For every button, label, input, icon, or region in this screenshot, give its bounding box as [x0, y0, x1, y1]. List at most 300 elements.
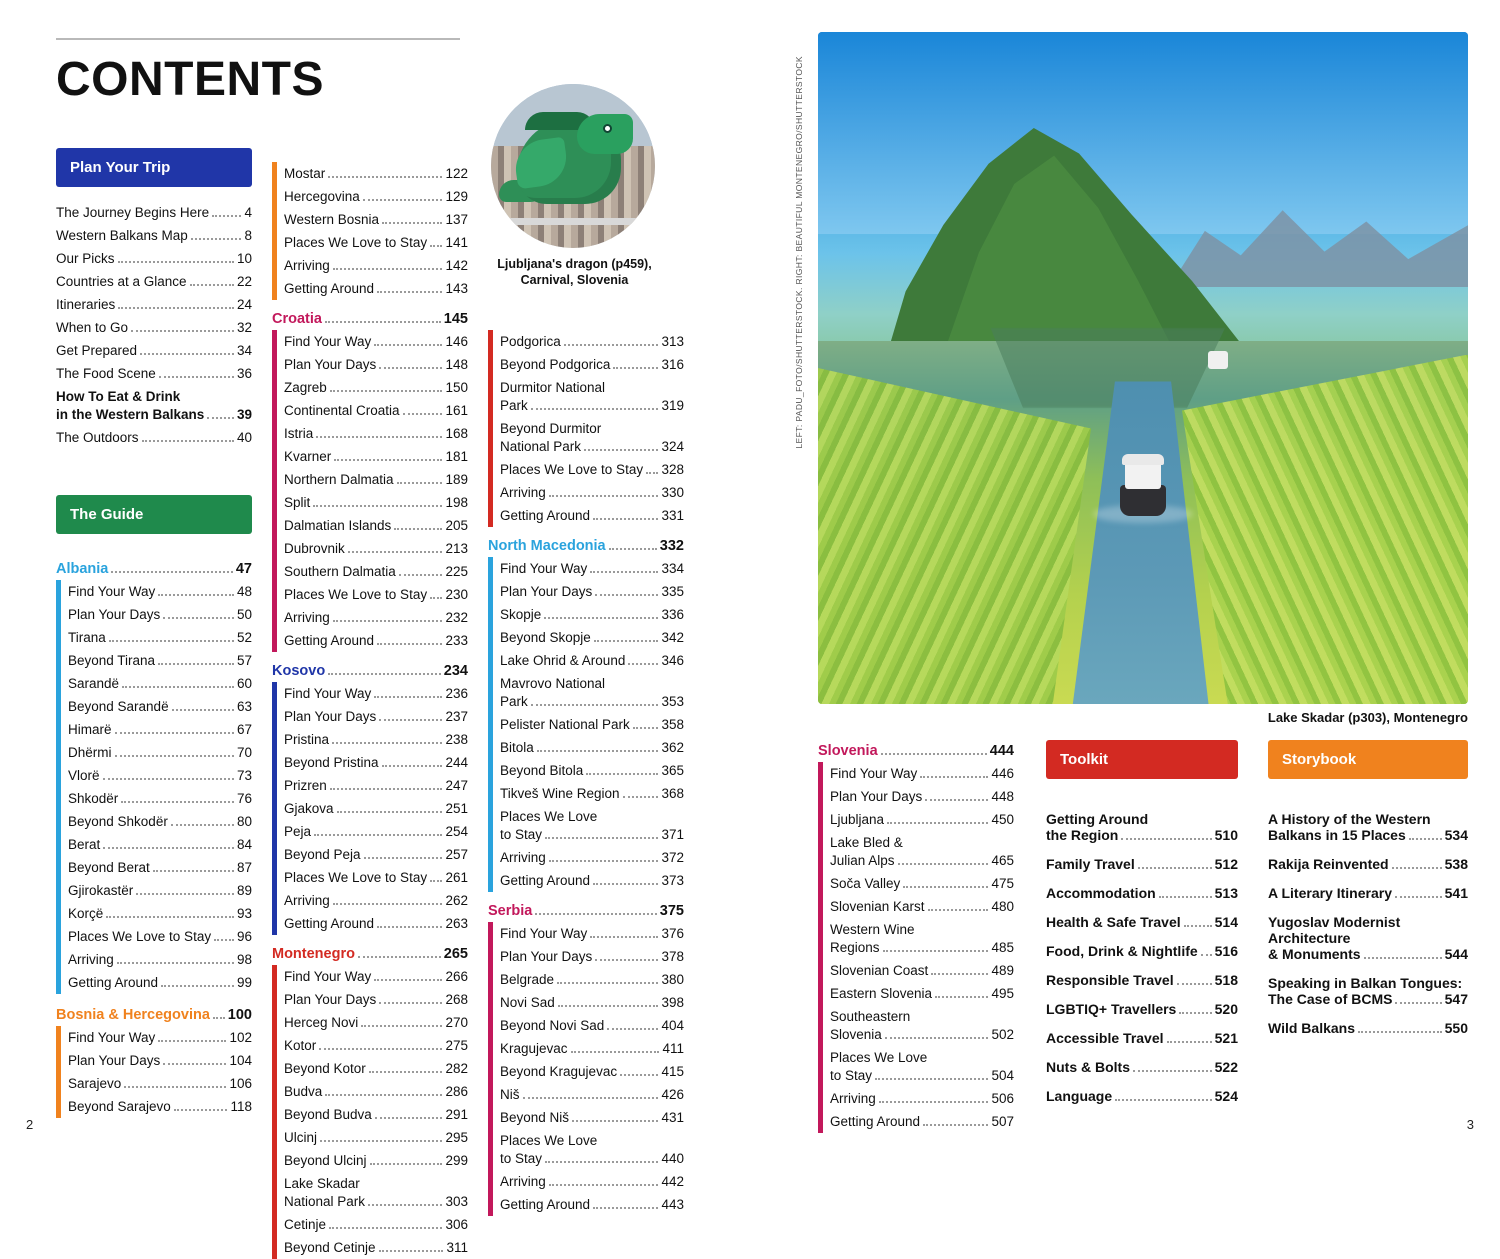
toc-entry-label: Places We Love to Stay [284, 869, 428, 885]
toc-entry-page: 404 [661, 1017, 684, 1033]
toc-entry-page: 342 [661, 629, 684, 645]
leader-dots [379, 997, 442, 1004]
toc-entry-label: Arriving [830, 1090, 876, 1106]
toc-entry-label: Dalmatian Islands [284, 517, 392, 533]
photo-credit: LEFT: PADU_FOTO/SHUTTERSTOCK. RIGHT: BEAUTIFUL MONTENEGRO/SHUTTERSTOCK [794, 56, 804, 449]
toc-entry-label: When to Go [56, 319, 129, 335]
toc-entry[interactable] [284, 629, 468, 652]
country-heading[interactable] [272, 660, 468, 682]
country-color-bar [56, 580, 61, 994]
leader-dots [382, 217, 442, 224]
toc-entry[interactable] [830, 918, 1014, 959]
toc-entry[interactable] [284, 422, 468, 445]
toc-entry-page: 148 [445, 356, 468, 372]
country-heading[interactable] [488, 535, 684, 557]
toc-entry-label: Find Your Way [500, 925, 588, 941]
leader-dots [558, 1000, 659, 1007]
toc-entry[interactable] [284, 162, 468, 185]
toc-entry[interactable] [830, 1087, 1014, 1110]
toc-entry-page: 480 [991, 898, 1014, 914]
section-header-plan-your-trip: Plan Your Trip [56, 148, 252, 187]
toc-entry-label: Getting Around [284, 280, 375, 296]
leader-dots [920, 771, 988, 778]
toc-entry[interactable] [56, 224, 252, 247]
toc-entry-page: 353 [661, 693, 684, 709]
toc-entry-label: Mostar [284, 165, 326, 181]
toc-entry[interactable] [500, 945, 684, 968]
leader-dots [1159, 891, 1212, 898]
leader-dots [319, 1043, 442, 1050]
toc-entry[interactable] [1046, 908, 1238, 937]
toc-entry[interactable] [1046, 1024, 1238, 1053]
toc-entry-page: 60 [236, 675, 252, 691]
toc-entry-page: 373 [661, 872, 684, 888]
toc-entry-label: Beyond Ulcinj [284, 1152, 367, 1168]
toc-entry-label: Beyond Peja [284, 846, 361, 862]
toc-entry[interactable] [284, 866, 468, 889]
leader-dots [325, 316, 441, 323]
toc-entry-label: Slovenian Coast [830, 962, 929, 978]
toc-entry[interactable] [284, 965, 468, 988]
toc-entry[interactable] [830, 895, 1014, 918]
toc-entry-label: Speaking in Balkan Tongues: [1268, 975, 1463, 991]
country-color-bar [272, 682, 277, 935]
toc-entry-label: The Journey Begins Here [56, 204, 210, 220]
toc-entry[interactable] [500, 968, 684, 991]
toc-entry-label: Getting Around [500, 1196, 591, 1212]
toc-entry[interactable] [500, 1106, 684, 1129]
toc-entry-page: 303 [445, 1193, 468, 1209]
country-page: 444 [989, 743, 1014, 759]
toc-entry-page: 376 [661, 925, 684, 941]
toc-entry[interactable] [500, 1170, 684, 1193]
section-header-toolkit: Toolkit [1046, 740, 1238, 779]
toc-entry[interactable] [68, 1026, 252, 1049]
toc-entry-label: Hercegovina [284, 188, 360, 204]
toc-entry[interactable] [68, 879, 252, 902]
toc-entry-label: Getting Around [68, 974, 159, 990]
leader-dots [379, 714, 442, 721]
toc-entry-label: Beyond Sarandë [68, 698, 169, 714]
toc-entry[interactable] [284, 330, 468, 353]
toc-entry[interactable] [284, 1172, 468, 1213]
toc-entry[interactable] [284, 682, 468, 705]
toc-entry[interactable] [284, 399, 468, 422]
leader-dots [586, 768, 658, 775]
leader-dots [1179, 1007, 1211, 1014]
leader-dots [136, 888, 234, 895]
country-heading[interactable] [488, 900, 684, 922]
folio-right: 3 [1466, 1117, 1474, 1132]
toc-entry[interactable] [1046, 937, 1238, 966]
toc-entry[interactable] [284, 728, 468, 751]
leader-dots [328, 668, 441, 675]
toc-entry[interactable] [1268, 1014, 1468, 1043]
toc-entry[interactable] [284, 560, 468, 583]
toc-entry-page: 36 [236, 365, 252, 381]
toc-entry[interactable] [56, 316, 252, 339]
toc-entry[interactable] [1046, 879, 1238, 908]
toc-entry[interactable] [284, 491, 468, 514]
toc-entry[interactable] [284, 376, 468, 399]
toc-entry-label: Bitola [500, 739, 534, 755]
leader-dots [131, 325, 234, 332]
toc-entry-label: Our Picks [56, 250, 115, 266]
toc-entry-page: 237 [445, 708, 468, 724]
toc-entry-label: Arriving [284, 257, 330, 273]
toc-entry[interactable] [830, 831, 1014, 872]
toc-entry[interactable] [1046, 995, 1238, 1024]
toc-column-3 [488, 330, 684, 1216]
toc-entry-page: 489 [991, 962, 1014, 978]
toc-entry[interactable] [500, 458, 684, 481]
toc-entry-label: Family Travel [1046, 856, 1135, 872]
toc-entry-label: Places We Love to Stay [284, 234, 428, 250]
toc-entry[interactable] [284, 1057, 468, 1080]
toc-entry-label: Istria [284, 425, 314, 441]
toc-entry[interactable] [1046, 1082, 1238, 1111]
toc-entry[interactable] [68, 1095, 252, 1118]
toc-entry[interactable] [830, 808, 1014, 831]
toc-entry-label: Beyond Sarajevo [68, 1098, 171, 1114]
leader-dots [430, 240, 442, 247]
toc-entry[interactable] [68, 764, 252, 787]
toc-entry-label: National Park [284, 1193, 366, 1209]
toc-entry[interactable] [284, 231, 468, 254]
country-heading[interactable] [272, 943, 468, 965]
toc-entry[interactable] [500, 782, 684, 805]
country-heading[interactable] [56, 558, 252, 580]
toc-entry[interactable] [284, 912, 468, 935]
toc-entry[interactable] [284, 1126, 468, 1149]
leader-dots [124, 1081, 226, 1088]
toc-entry[interactable] [284, 1149, 468, 1172]
country-heading[interactable] [272, 308, 468, 330]
toc-entry[interactable] [500, 603, 684, 626]
toc-entry[interactable] [500, 330, 684, 353]
toc-entry[interactable] [500, 1037, 684, 1060]
toc-entry-page: 426 [661, 1086, 684, 1102]
toc-entry[interactable] [284, 185, 468, 208]
toc-entry-label: Plan Your Days [68, 1052, 161, 1068]
leader-dots [314, 829, 442, 836]
country-color-bar [272, 330, 277, 652]
toc-entry[interactable] [56, 426, 252, 449]
toc-entry[interactable] [830, 959, 1014, 982]
toc-entry-page: 506 [991, 1090, 1014, 1106]
toc-entry[interactable] [830, 1110, 1014, 1133]
leader-dots [374, 339, 442, 346]
toc-entry-label: Western Wine [830, 921, 915, 937]
toc-entry[interactable] [284, 988, 468, 1011]
toc-entry[interactable] [68, 580, 252, 603]
toc-entry[interactable] [500, 1083, 684, 1106]
toc-entry[interactable] [56, 339, 252, 362]
toc-entry[interactable] [1268, 805, 1468, 850]
toc-entry[interactable] [500, 1014, 684, 1037]
toc-entry[interactable] [284, 468, 468, 491]
toc-entry[interactable] [500, 1193, 684, 1216]
toc-entry[interactable] [68, 695, 252, 718]
toc-entry-page: 450 [991, 811, 1014, 827]
toc-entry[interactable] [68, 741, 252, 764]
toc-entry-label: Northern Dalmatia [284, 471, 394, 487]
toc-entry-label: Plan Your Days [284, 356, 377, 372]
toc-entry-page: 67 [236, 721, 252, 737]
toc-entry[interactable] [830, 1005, 1014, 1046]
toc-entry[interactable] [1268, 969, 1468, 1014]
toc-entry-label: Arriving [284, 609, 330, 625]
leader-dots [607, 1023, 658, 1030]
toc-entry-label: Sarajevo [68, 1075, 122, 1091]
toc-entry[interactable] [284, 889, 468, 912]
toc-entry[interactable] [500, 846, 684, 869]
toc-entry[interactable] [1268, 908, 1468, 969]
toc-entry[interactable] [500, 580, 684, 603]
toc-entry-page: 319 [661, 397, 684, 413]
country-name: Albania [56, 561, 109, 577]
toc-entry-label: Lake Ohrid & Around [500, 652, 626, 668]
toc-entry[interactable] [68, 649, 252, 672]
toc-entry[interactable] [830, 982, 1014, 1005]
toc-entry[interactable] [500, 353, 684, 376]
toc-entry-label: Park [500, 693, 528, 709]
toc-entry[interactable] [68, 925, 252, 948]
toc-entry-label: Beyond Cetinje [284, 1239, 376, 1255]
toc-entry-label: Gjakova [284, 800, 334, 816]
toc-entry[interactable] [830, 1046, 1014, 1087]
leader-dots [358, 951, 441, 958]
toc-entry[interactable] [500, 504, 684, 527]
leader-dots [593, 1202, 658, 1209]
toc-entry-label: Berat [68, 836, 101, 852]
country-entry-group [272, 162, 468, 300]
toc-entry[interactable] [830, 762, 1014, 785]
toc-entry-label: Vlorë [68, 767, 100, 783]
toc-entry[interactable] [830, 785, 1014, 808]
toc-entry[interactable] [68, 1049, 252, 1072]
toc-entry[interactable] [500, 417, 684, 458]
toc-entry-label: Beyond Niš [500, 1109, 570, 1125]
leader-dots [163, 1058, 226, 1065]
leader-dots [117, 957, 234, 964]
toc-entry[interactable] [830, 872, 1014, 895]
toc-entry[interactable] [284, 1011, 468, 1034]
leader-dots [213, 1012, 225, 1019]
toc-entry[interactable] [500, 759, 684, 782]
leader-dots [557, 977, 658, 984]
toc-entry[interactable] [1046, 805, 1238, 850]
toc-entry-label: & Monuments [1268, 946, 1361, 962]
toc-entry[interactable] [500, 1129, 684, 1170]
toc-entry[interactable] [284, 606, 468, 629]
toc-entry[interactable] [500, 376, 684, 417]
toc-entry[interactable] [284, 1236, 468, 1259]
toc-entry[interactable] [500, 713, 684, 736]
toc-entry[interactable] [68, 603, 252, 626]
toc-entry[interactable] [284, 1213, 468, 1236]
toc-entry-page: 514 [1214, 914, 1238, 930]
leader-dots [330, 783, 443, 790]
toc-entry-label: Prizren [284, 777, 327, 793]
country-entry-group [488, 922, 684, 1216]
toc-entry-label: Zagreb [284, 379, 327, 395]
toc-entry-page: 87 [236, 859, 252, 875]
toc-entry[interactable] [284, 445, 468, 468]
toc-entry-label: National Park [500, 438, 582, 454]
toc-entry[interactable] [284, 843, 468, 866]
toc-entry[interactable] [1268, 850, 1468, 879]
leader-dots [382, 760, 443, 767]
toc-entry[interactable] [284, 353, 468, 376]
toc-entry-page: 268 [445, 991, 468, 1007]
toc-entry[interactable] [284, 208, 468, 231]
toc-entry-label: the Region [1046, 827, 1119, 843]
leader-dots [646, 467, 658, 474]
leader-dots [397, 477, 443, 484]
leader-dots [377, 638, 442, 645]
toc-entry[interactable] [284, 774, 468, 797]
toc-entry[interactable] [284, 1080, 468, 1103]
toc-entry[interactable] [68, 971, 252, 994]
toc-entry-page: 502 [991, 1026, 1014, 1042]
toc-entry[interactable] [500, 557, 684, 580]
country-entry-group [488, 330, 684, 527]
toc-entry-page: 291 [445, 1106, 468, 1122]
toc-entry[interactable] [500, 869, 684, 892]
toc-entry-page: 330 [661, 484, 684, 500]
leader-dots [379, 1245, 444, 1252]
toc-entry-label: Beyond Novi Sad [500, 1017, 605, 1033]
toc-entry-label: Places We Love [500, 808, 598, 824]
leader-dots [623, 791, 659, 798]
toc-entry[interactable] [56, 270, 252, 293]
toc-entry[interactable] [68, 718, 252, 741]
toc-entry[interactable] [284, 583, 468, 606]
leader-dots [348, 546, 443, 553]
leader-dots [594, 635, 659, 642]
toc-entry[interactable] [500, 649, 684, 672]
toc-entry[interactable] [56, 385, 252, 426]
leader-dots [369, 1066, 443, 1073]
montenegro-continued-list [488, 330, 684, 527]
toc-entry-page: 282 [445, 1060, 468, 1076]
toc-entry-page: 299 [445, 1152, 468, 1168]
toc-entry[interactable] [68, 810, 252, 833]
toc-column-1 [56, 148, 252, 1128]
toc-entry[interactable] [284, 254, 468, 277]
toc-entry[interactable] [284, 277, 468, 300]
toc-entry[interactable] [68, 833, 252, 856]
toc-entry[interactable] [284, 705, 468, 728]
toc-entry[interactable] [500, 736, 684, 759]
leader-dots [330, 385, 443, 392]
country-entry-group [56, 580, 252, 994]
toc-entry-label: Split [284, 494, 311, 510]
leader-dots [171, 819, 234, 826]
toc-entry[interactable] [68, 856, 252, 879]
toc-entry[interactable] [284, 1034, 468, 1057]
toc-entry[interactable] [68, 948, 252, 971]
toc-entry[interactable] [68, 1072, 252, 1095]
leader-dots [191, 233, 242, 240]
toc-entry-label: Lake Skadar [284, 1175, 360, 1191]
toc-entry-label: Dubrovnik [284, 540, 345, 556]
toc-entry[interactable] [56, 247, 252, 270]
toc-entry-label: Western Bosnia [284, 211, 380, 227]
toc-entry-label: A Literary Itinerary [1268, 885, 1392, 901]
toc-entry-page: 398 [661, 994, 684, 1010]
leader-dots [159, 371, 234, 378]
leader-dots [313, 500, 442, 507]
toc-entry-page: 270 [445, 1014, 468, 1030]
country-color-bar [272, 162, 277, 300]
country-heading[interactable] [56, 1004, 252, 1026]
toc-entry-page: 150 [445, 379, 468, 395]
toc-entry[interactable] [284, 537, 468, 560]
dragon-photo-caption: Ljubljana's dragon (p459), Carnival, Slovenia [497, 257, 652, 287]
toc-entry-label: Regions [830, 939, 880, 955]
leader-dots [361, 1020, 442, 1027]
toc-entry[interactable] [56, 293, 252, 316]
toc-entry[interactable] [500, 805, 684, 846]
toc-entry-page: 358 [661, 716, 684, 732]
leader-dots [1138, 862, 1212, 869]
toc-entry[interactable] [56, 362, 252, 385]
leader-dots [363, 194, 443, 201]
country-page: 332 [659, 538, 684, 554]
toc-entry[interactable] [68, 672, 252, 695]
toc-entry-page: 106 [229, 1075, 252, 1091]
toc-entry[interactable] [500, 922, 684, 945]
toolkit-column [1046, 740, 1238, 1111]
toc-entry-label: Eastern Slovenia [830, 985, 933, 1001]
toc-entry[interactable] [500, 991, 684, 1014]
toc-entry[interactable] [1268, 879, 1468, 908]
toc-entry[interactable] [500, 626, 684, 649]
toc-entry[interactable] [284, 797, 468, 820]
toc-entry[interactable] [500, 481, 684, 504]
toc-entry-page: 244 [445, 754, 468, 770]
toc-entry[interactable] [68, 787, 252, 810]
leader-dots [572, 1115, 658, 1122]
toc-entry[interactable] [500, 672, 684, 713]
toc-entry-page: 137 [445, 211, 468, 227]
leader-dots [1395, 891, 1442, 898]
leader-dots [316, 431, 442, 438]
leader-dots [613, 362, 658, 369]
toc-entry[interactable] [68, 902, 252, 925]
toc-entry-label: Kotor [284, 1037, 317, 1053]
toc-entry[interactable] [1046, 850, 1238, 879]
toc-entry[interactable] [1046, 1053, 1238, 1082]
country-heading[interactable] [818, 740, 1014, 762]
toc-entry-label: Pristina [284, 731, 330, 747]
leader-dots [549, 855, 659, 862]
leader-dots [158, 658, 234, 665]
toc-entry[interactable] [284, 820, 468, 843]
toc-entry[interactable] [284, 514, 468, 537]
leader-dots [214, 934, 234, 941]
toc-entry[interactable] [1046, 966, 1238, 995]
leader-dots [375, 1112, 443, 1119]
toc-entry[interactable] [284, 1103, 468, 1126]
toc-entry[interactable] [500, 1060, 684, 1083]
toc-entry[interactable] [56, 201, 252, 224]
toc-entry[interactable] [284, 751, 468, 774]
toc-entry[interactable] [68, 626, 252, 649]
toc-entry-label: Belgrade [500, 971, 555, 987]
